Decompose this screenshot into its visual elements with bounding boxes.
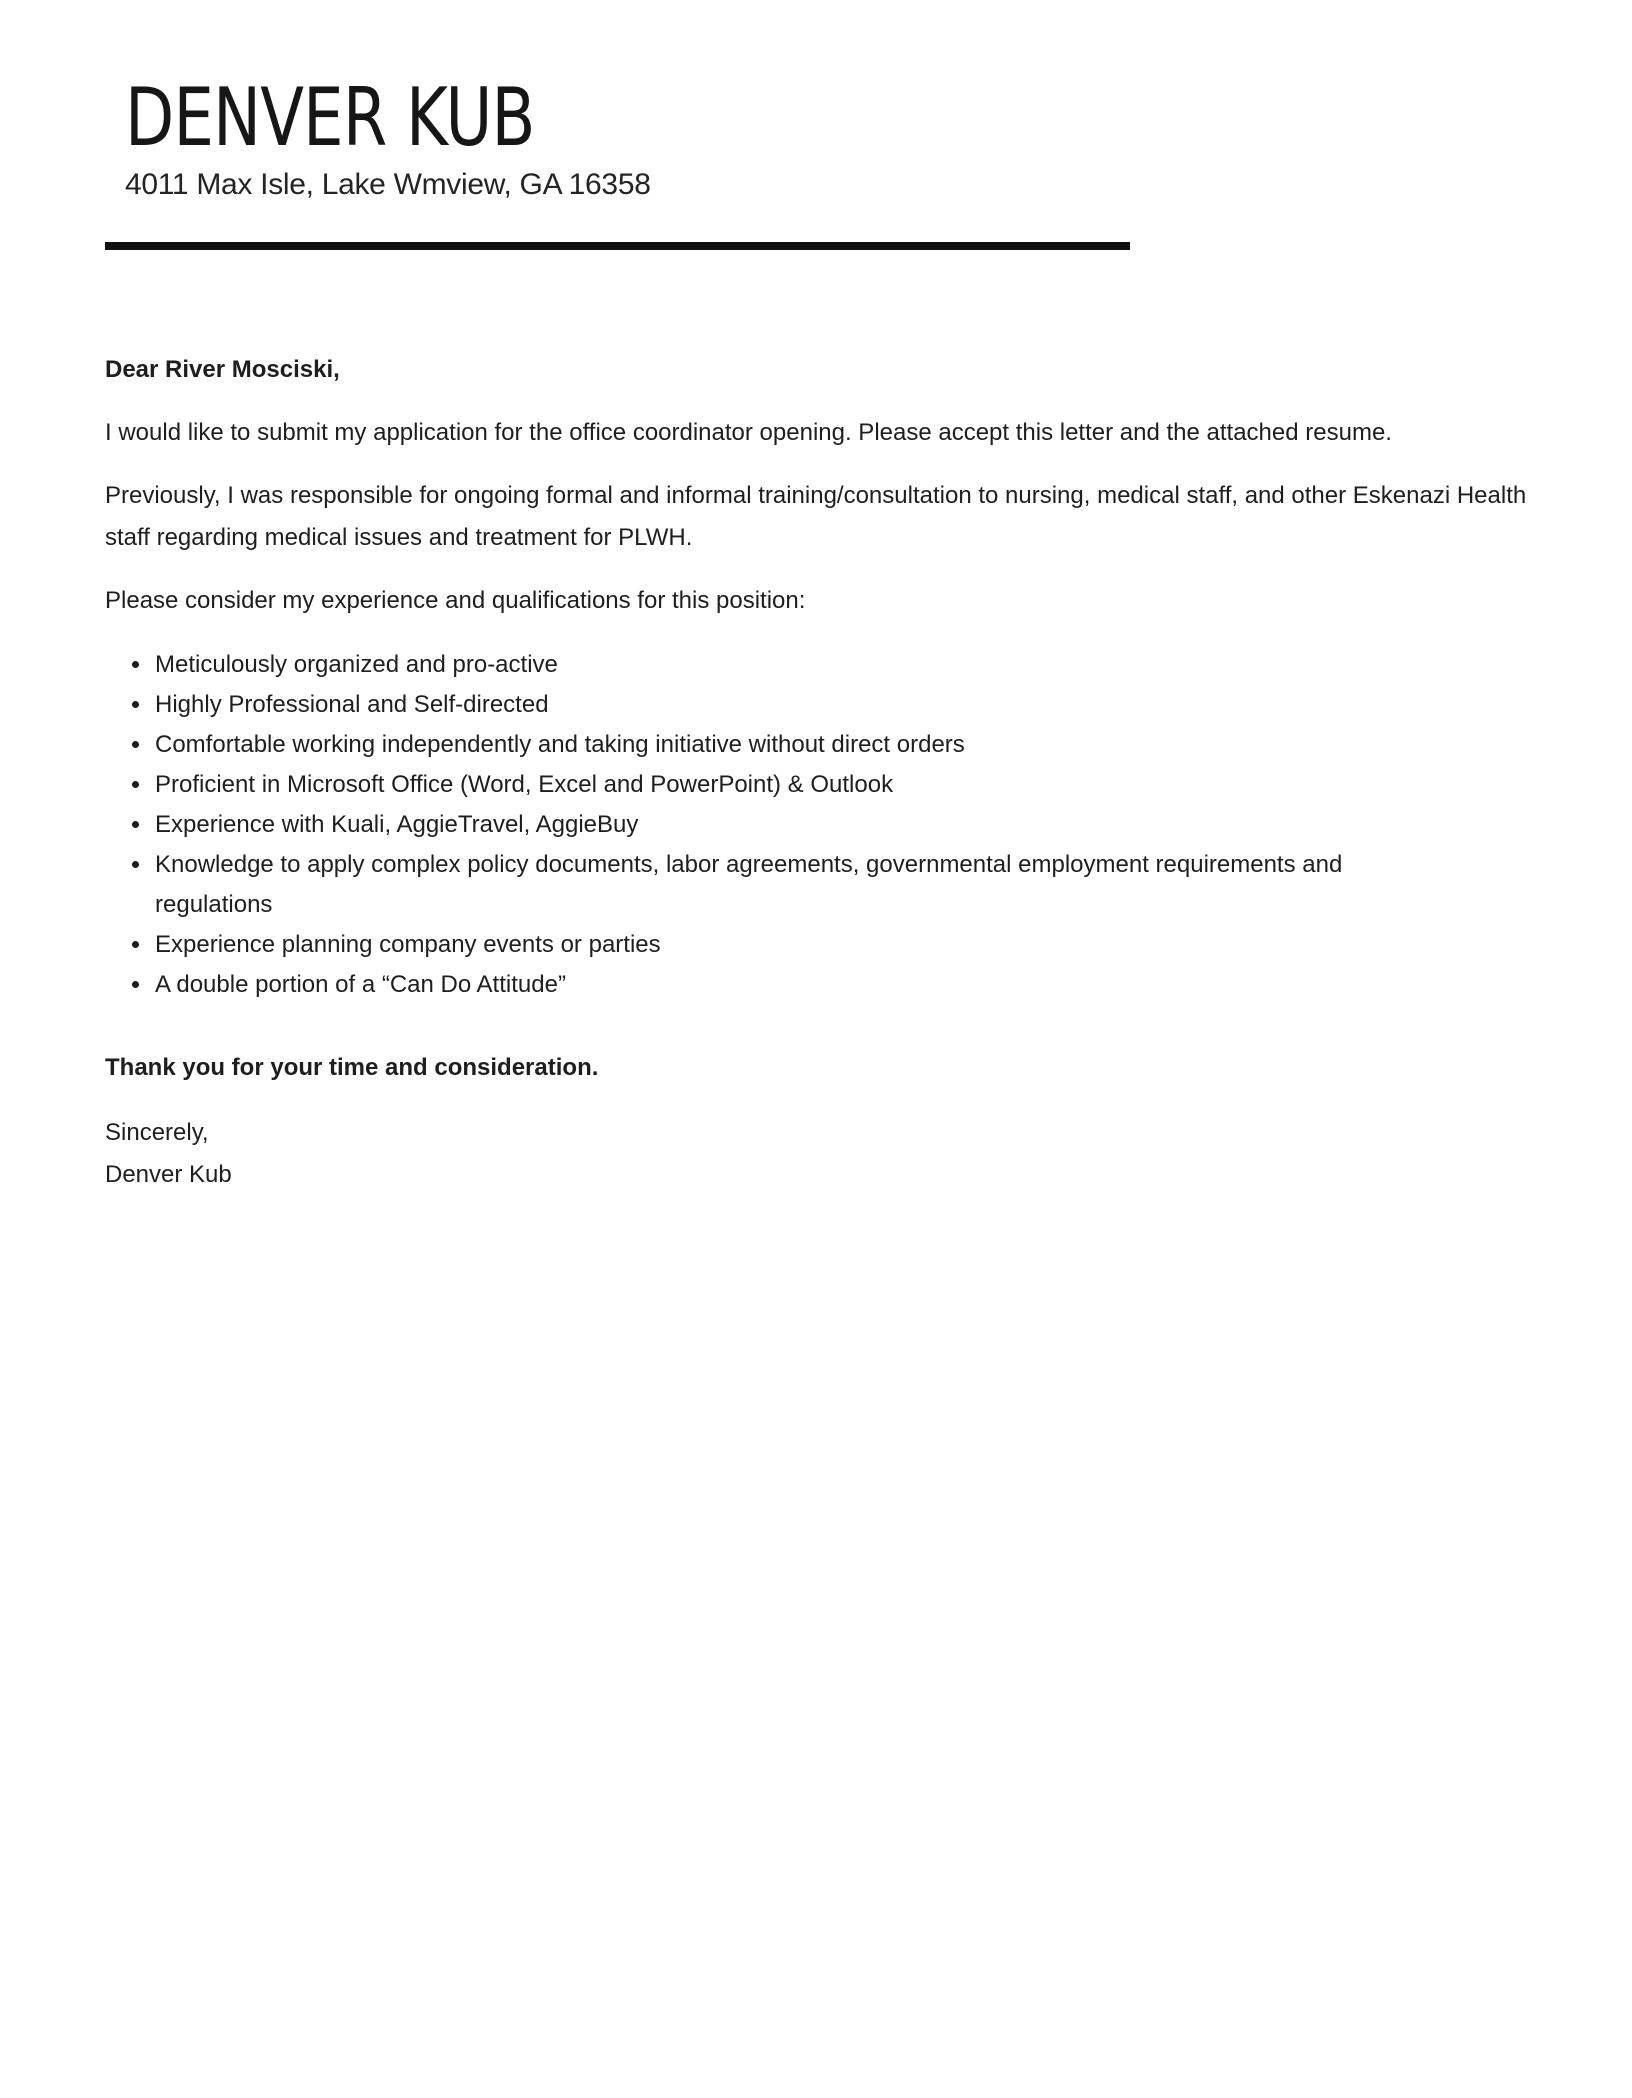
salutation: Dear River Mosciski, — [105, 356, 340, 383]
qualification-item: • Highly Professional and Self-directed — [153, 685, 1445, 725]
signature-name: Denver Kub — [105, 1161, 232, 1188]
qualification-item: • Meticulously organized and pro-active — [153, 645, 1445, 685]
closing-line: Thank you for your time and consideration. — [105, 1054, 599, 1081]
qualification-item: • Proficient in Microsoft Office (Word, Excel and PowerPoint) & Outlook — [153, 765, 1445, 805]
signoff: Sincerely, — [105, 1119, 209, 1146]
letter-header — [125, 71, 1537, 203]
qualification-item: • A double portion of a “Can Do Attitude” — [153, 965, 1445, 1005]
qualification-item: • Experience planning company events or parties — [153, 925, 1445, 965]
sender-address: 4011 Max Isle, Lake Wmview, GA 16358 — [125, 168, 651, 201]
qualification-item: • Knowledge to apply complex policy documents, labor agreements, governmental employment requirements and regulations — [153, 845, 1445, 925]
qualification-item: • Experience with Kuali, AggieTravel, AggieBuy — [153, 805, 1445, 845]
sender-name: DENVER KUB — [125, 71, 535, 164]
letter-body — [105, 349, 1537, 1196]
qualification-item: • Comfortable working independently and taking initiative without direct orders — [153, 725, 1445, 765]
paragraph-consider: Please consider my experience and qualifications for this position: — [105, 587, 806, 614]
signoff-block — [105, 1112, 1537, 1196]
paragraph-experience: Previously, I was responsible for ongoing formal and informal training/consultation to nursing, medical staff, and other Eskenazi Health staff regarding medical issues and treatment for PLWH. — [105, 482, 1527, 551]
paragraph-intro: I would like to submit my application for the office coordinator opening. Please accept this letter and the attached resume. — [105, 419, 1392, 446]
header-divider-rule — [105, 242, 1130, 250]
qualifications-list — [105, 645, 1445, 1005]
